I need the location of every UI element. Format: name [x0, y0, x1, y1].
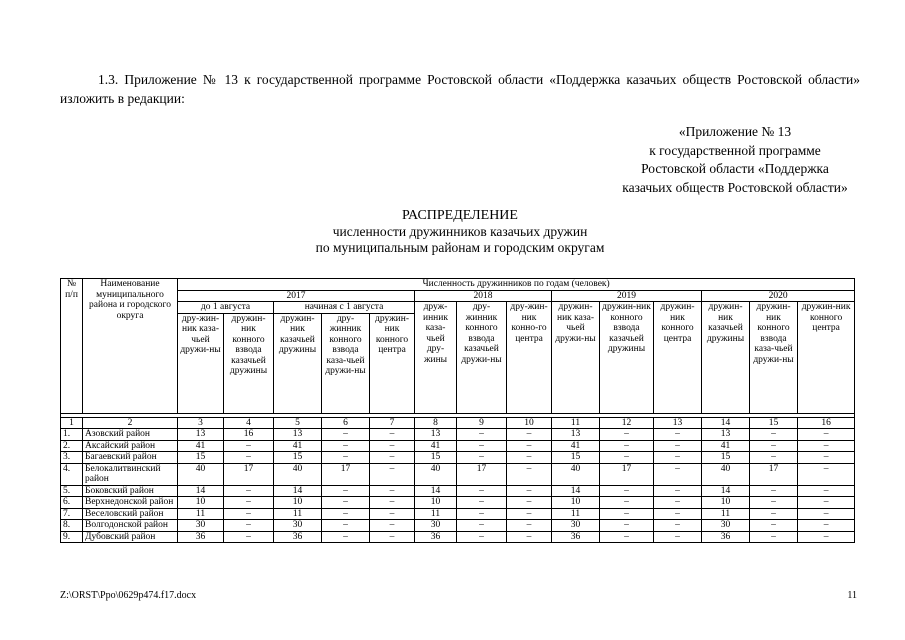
row-value: 41	[274, 440, 322, 452]
header-col: дружин-ник каза-чьей дружи-ны	[552, 302, 600, 414]
row-value: –	[322, 429, 370, 441]
row-value: 40	[274, 463, 322, 485]
row-value: –	[600, 429, 654, 441]
row-value: 11	[178, 508, 224, 520]
row-value: –	[654, 429, 702, 441]
numbering-cell: 10	[507, 417, 552, 429]
header-col: друж-инник каза-чьей дру-жины	[415, 302, 457, 414]
row-value: 10	[702, 497, 750, 509]
row-value: 15	[274, 452, 322, 464]
row-value: –	[507, 497, 552, 509]
row-value: –	[750, 531, 798, 543]
intro-paragraph: 1.3. Приложение № 13 к государственной программе Ростовской области «Поддержка казачьих обществ Ростовской области» изложить в редакции:	[60, 72, 860, 106]
header-year-2017: 2017	[178, 290, 415, 302]
row-value: 13	[552, 429, 600, 441]
header-year-2019: 2019	[552, 290, 702, 302]
row-value: –	[322, 531, 370, 543]
row-value: –	[798, 520, 855, 532]
row-value: –	[224, 508, 274, 520]
row-value: 17	[224, 463, 274, 485]
row-value: 11	[415, 508, 457, 520]
table-row	[61, 440, 855, 452]
header-col: дру-жин-ник каза-чьей дружи-ны	[178, 313, 224, 413]
row-value: –	[654, 531, 702, 543]
row-value: –	[370, 497, 415, 509]
row-value: 36	[702, 531, 750, 543]
row-value: –	[600, 452, 654, 464]
row-value: –	[370, 485, 415, 497]
row-value: 40	[178, 463, 224, 485]
row-value: 36	[415, 531, 457, 543]
row-value: –	[654, 520, 702, 532]
row-value: –	[224, 520, 274, 532]
row-value: –	[457, 497, 507, 509]
title-line: численности дружинников казачьих дружин	[332, 224, 588, 239]
row-value: 41	[178, 440, 224, 452]
footer-file-path: Z:\ORST\Ppo\0629p474.f17.docx	[60, 590, 197, 601]
row-value: 14	[178, 485, 224, 497]
table-row	[61, 429, 855, 441]
header-col: дружин-ник конного взвода казачьей дружины	[224, 313, 274, 413]
row-value: –	[798, 463, 855, 485]
numbering-cell: 2	[83, 417, 178, 429]
row-number: 9.	[61, 531, 83, 543]
distribution-table	[60, 278, 855, 543]
row-value: 13	[178, 429, 224, 441]
header-period-after: начиная с 1 августа	[274, 302, 415, 314]
row-value: –	[370, 508, 415, 520]
row-value: –	[654, 452, 702, 464]
row-value: –	[370, 429, 415, 441]
row-value: 30	[552, 520, 600, 532]
row-value: 41	[552, 440, 600, 452]
header-col: дружин-ник конного центра	[654, 302, 702, 414]
row-value: –	[224, 531, 274, 543]
row-value: 41	[415, 440, 457, 452]
table-row	[61, 508, 855, 520]
row-value: –	[370, 440, 415, 452]
numbering-cell: 6	[322, 417, 370, 429]
row-value: 10	[178, 497, 224, 509]
numbering-cell: 3	[178, 417, 224, 429]
row-value: –	[750, 452, 798, 464]
row-value: 17	[322, 463, 370, 485]
row-value: –	[654, 440, 702, 452]
row-value: 41	[702, 440, 750, 452]
numbering-cell: 4	[224, 417, 274, 429]
row-value: –	[322, 497, 370, 509]
row-number: 7.	[61, 508, 83, 520]
row-district-name: Веселовский район	[83, 508, 178, 520]
row-value: 15	[552, 452, 600, 464]
row-value: –	[457, 429, 507, 441]
numbering-cell: 1	[61, 417, 83, 429]
row-value: –	[370, 520, 415, 532]
document-title	[200, 208, 720, 256]
row-value: –	[322, 485, 370, 497]
row-value: 14	[552, 485, 600, 497]
row-value: –	[457, 508, 507, 520]
row-value: –	[457, 452, 507, 464]
row-value: 15	[702, 452, 750, 464]
row-district-name: Волгодонской район	[83, 520, 178, 532]
row-district-name: Дубовский район	[83, 531, 178, 543]
row-value: –	[370, 463, 415, 485]
header-col: дружин-ник конного взвода каза-чьей дружи-ны	[750, 302, 798, 414]
header-col: дру-жинник конного взвода казачьей дружи-ны	[457, 302, 507, 414]
numbering-cell: 16	[798, 417, 855, 429]
row-value: 14	[702, 485, 750, 497]
row-number: 6.	[61, 497, 83, 509]
row-value: –	[654, 485, 702, 497]
row-value: 11	[274, 508, 322, 520]
row-value: –	[798, 440, 855, 452]
row-value: 30	[702, 520, 750, 532]
row-value: 14	[415, 485, 457, 497]
table-row	[61, 485, 855, 497]
numbering-cell: 11	[552, 417, 600, 429]
table-row	[61, 520, 855, 532]
row-number: 5.	[61, 485, 83, 497]
numbering-cell: 12	[600, 417, 654, 429]
row-number: 3.	[61, 452, 83, 464]
appendix-line: Ростовской области «Поддержка	[641, 161, 829, 176]
table-row	[61, 497, 855, 509]
row-value: –	[654, 497, 702, 509]
row-district-name: Белокалитвинский район	[83, 463, 178, 485]
numbering-cell: 15	[750, 417, 798, 429]
numbering-cell: 9	[457, 417, 507, 429]
numbering-cell: 5	[274, 417, 322, 429]
appendix-line: «Приложение № 13	[678, 124, 792, 139]
row-district-name: Багаевский район	[83, 452, 178, 464]
header-col: дру-жинник конного взвода каза-чьей дружи-ны	[322, 313, 370, 413]
header-col: дружин-ник конного центра	[370, 313, 415, 413]
row-value: –	[507, 508, 552, 520]
row-value: –	[750, 429, 798, 441]
row-value: 40	[415, 463, 457, 485]
header-col: дру-жин-ник конно-го центра	[507, 302, 552, 414]
row-value: 17	[457, 463, 507, 485]
row-value: –	[224, 440, 274, 452]
row-value: –	[600, 497, 654, 509]
header-period-before: до 1 августа	[178, 302, 274, 314]
row-value: –	[224, 485, 274, 497]
header-col: дружин-ник конного взвода казачьей дружины	[600, 302, 654, 414]
row-value: –	[457, 440, 507, 452]
table-row	[61, 452, 855, 464]
row-value: –	[322, 508, 370, 520]
appendix-line: к государственной программе	[649, 142, 821, 158]
row-value: –	[507, 440, 552, 452]
row-value: –	[750, 508, 798, 520]
row-value: 36	[274, 531, 322, 543]
row-value: 10	[415, 497, 457, 509]
row-value: –	[224, 497, 274, 509]
row-value: 36	[552, 531, 600, 543]
table-row	[61, 463, 855, 485]
row-value: –	[507, 463, 552, 485]
header-col: дружин-ник конного центра	[798, 302, 855, 414]
row-value: –	[654, 508, 702, 520]
row-value: –	[507, 429, 552, 441]
row-value: 10	[552, 497, 600, 509]
title-main: РАСПРЕДЕЛЕНИЕ	[402, 208, 518, 223]
row-value: 13	[274, 429, 322, 441]
row-value: –	[798, 485, 855, 497]
row-value: 17	[750, 463, 798, 485]
row-value: –	[322, 520, 370, 532]
row-value: 30	[274, 520, 322, 532]
row-value: 40	[702, 463, 750, 485]
numbering-cell: 13	[654, 417, 702, 429]
row-value: –	[457, 485, 507, 497]
numbering-row	[61, 417, 855, 429]
appendix-line: казачьих обществ Ростовской области»	[622, 179, 848, 195]
row-value: –	[600, 485, 654, 497]
row-value: 17	[600, 463, 654, 485]
row-value: –	[507, 485, 552, 497]
row-value: –	[507, 452, 552, 464]
row-value: –	[224, 452, 274, 464]
row-value: –	[798, 497, 855, 509]
numbering-cell: 14	[702, 417, 750, 429]
row-value: –	[750, 497, 798, 509]
numbering-cell: 7	[370, 417, 415, 429]
row-value: 16	[224, 429, 274, 441]
row-value: –	[370, 531, 415, 543]
row-value: –	[798, 531, 855, 543]
header-group: Численность дружинников по годам (человек)	[178, 279, 855, 291]
row-district-name: Аксайский район	[83, 440, 178, 452]
row-district-name: Верхнедонской район	[83, 497, 178, 509]
appendix-heading	[560, 123, 905, 197]
row-value: –	[370, 452, 415, 464]
row-value: 15	[178, 452, 224, 464]
row-value: –	[322, 452, 370, 464]
row-number: 4.	[61, 463, 83, 485]
row-value: –	[750, 520, 798, 532]
row-value: –	[654, 463, 702, 485]
row-value: 11	[702, 508, 750, 520]
title-line: по муниципальным районам и городским округам	[315, 240, 605, 255]
row-value: –	[750, 485, 798, 497]
row-value: –	[600, 440, 654, 452]
row-value: –	[798, 429, 855, 441]
numbering-cell: 8	[415, 417, 457, 429]
row-value: –	[798, 452, 855, 464]
row-value: –	[600, 508, 654, 520]
table-row	[61, 531, 855, 543]
row-value: 30	[415, 520, 457, 532]
header-num: № п/п	[61, 279, 83, 414]
header-year-2020: 2020	[702, 290, 855, 302]
row-value: –	[750, 440, 798, 452]
row-value: 10	[274, 497, 322, 509]
row-value: –	[507, 531, 552, 543]
row-value: –	[507, 520, 552, 532]
row-number: 2.	[61, 440, 83, 452]
row-number: 1.	[61, 429, 83, 441]
header-year-2018: 2018	[415, 290, 552, 302]
row-value: –	[322, 440, 370, 452]
row-value: –	[798, 508, 855, 520]
row-value: 15	[415, 452, 457, 464]
row-district-name: Азовский район	[83, 429, 178, 441]
row-value: 30	[178, 520, 224, 532]
row-district-name: Боковский район	[83, 485, 178, 497]
row-value: –	[457, 520, 507, 532]
header-col: дружин-ник казачьей дружины	[702, 302, 750, 414]
row-value: 40	[552, 463, 600, 485]
header-name: Наименование муниципального района и городского округа	[83, 279, 178, 414]
footer-page-number: 11	[847, 590, 857, 601]
row-value: –	[600, 520, 654, 532]
row-value: –	[600, 531, 654, 543]
row-value: 36	[178, 531, 224, 543]
row-value: 13	[415, 429, 457, 441]
row-number: 8.	[61, 520, 83, 532]
header-col: дружин-ник казачьей дружины	[274, 313, 322, 413]
row-value: 11	[552, 508, 600, 520]
row-value: –	[457, 531, 507, 543]
row-value: 13	[702, 429, 750, 441]
row-value: 14	[274, 485, 322, 497]
